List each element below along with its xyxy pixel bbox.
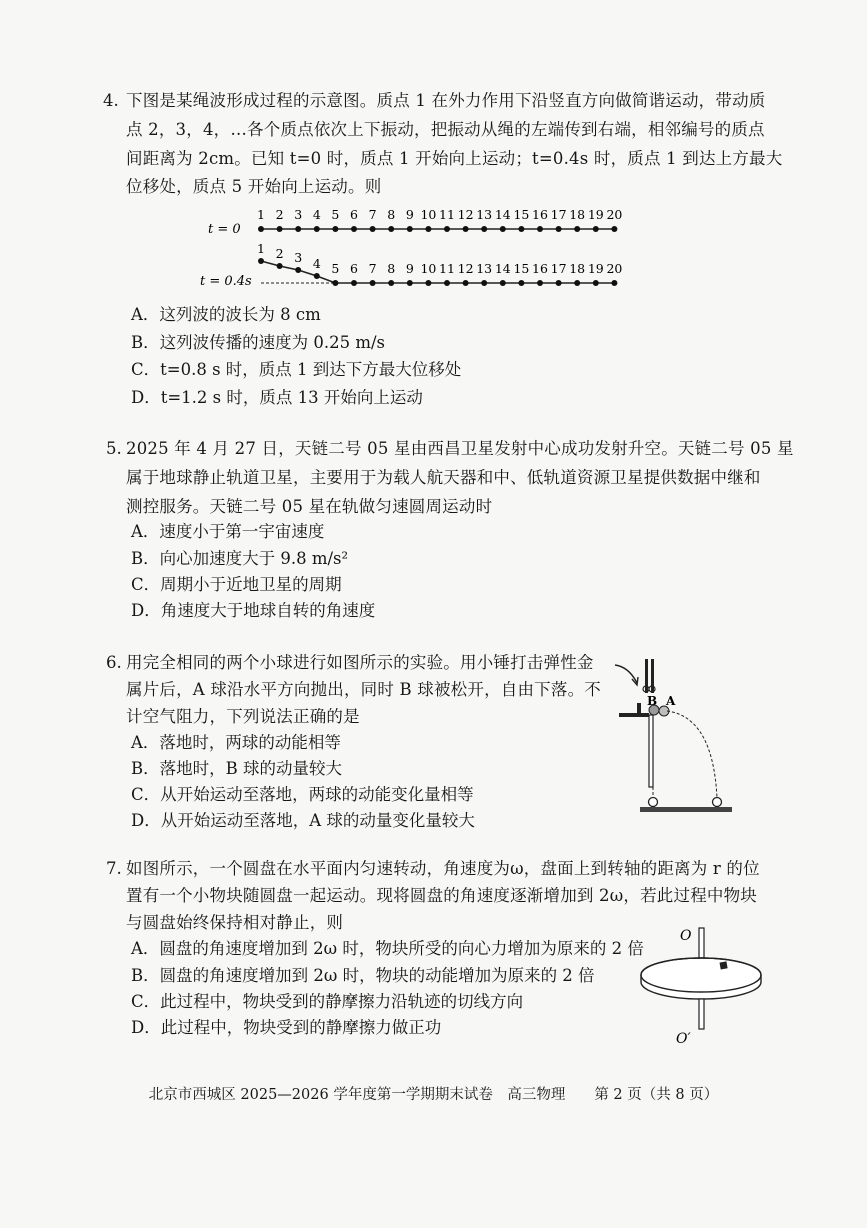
axis-bottom [699,999,704,1029]
particle-point [500,226,506,232]
particle-label: 13 [476,207,493,222]
particle-point [518,226,524,232]
particle-label: 8 [387,261,396,276]
question-text: 属于地球静止轨道卫星，主要用于为载人航天器和中、低轨道资源卫星提供数据中继和 [126,468,761,487]
particle-label: 18 [569,207,586,222]
question-number: 5. [106,439,122,458]
particle-label: 1 [257,241,265,256]
particle-point [332,226,338,232]
hammer-icon [645,659,648,693]
particle-label: 19 [587,207,604,222]
particle-point [388,226,394,232]
particle-label: 6 [350,207,358,222]
question-text: 属片后，A 球沿水平方向抛出，同时 B 球被松开，自由下落。不 [126,680,601,699]
option-d: D．t=1.2 s 时，质点 13 开始向上运动 [131,388,423,407]
particle-point [537,226,543,232]
question-text: 点 2，3，4，…各个质点依次上下振动，把振动从绳的左端传到右端，相邻编号的质点 [126,120,765,139]
particle-label: 18 [569,261,586,276]
option-a: A．落地时，两球的动能相等 [131,733,341,752]
parabolic-path [667,711,717,798]
option-a: A．速度小于第一宇宙速度 [131,522,325,541]
particle-label: 3 [294,250,303,265]
particle-label: 2 [275,246,284,261]
particle-point [258,258,264,264]
particle-point [277,226,283,232]
page-footer: 北京市西城区 2025—2026 学年度第一学期期末试卷 高三物理 第 2 页（共 8 页） [148,1087,719,1103]
particle-point [277,263,283,269]
option-b: B．这列波传播的速度为 0.25 m/s [131,333,386,352]
particle-label: 10 [420,261,437,276]
particle-label: 15 [513,261,530,276]
question-text: 位移处，质点 5 开始向上运动。则 [126,177,382,196]
label-a: A [666,694,676,708]
particle-label: 17 [550,261,567,276]
particle-label: 7 [368,207,377,222]
particle-point [593,280,599,286]
particle-point [537,280,543,286]
particle-point [500,280,506,286]
option-d: D．角速度大于地球自转的角速度 [131,601,376,620]
option-a: A．圆盘的角速度增加到 2ω 时，物块所受的向心力增加为原来的 2 倍 [131,939,644,958]
particle-point [463,280,469,286]
particle-label: 12 [457,207,474,222]
particle-point [518,280,524,286]
particle-label: 1 [257,207,265,222]
row-label-t04: t = 0.4s [200,274,252,289]
particle-label: 16 [532,207,548,222]
particle-label: 16 [532,261,548,276]
particle-label: 17 [550,207,567,222]
particle-point [388,280,394,286]
particle-label: 2 [275,207,284,222]
particle-label: 7 [368,261,377,276]
particle-label: 10 [420,207,437,222]
particle-point [611,280,617,286]
particle-point [258,226,264,232]
axis-top [699,928,704,958]
particle-label: 14 [494,207,511,222]
particle-label: 14 [494,261,511,276]
particle-point [481,226,487,232]
particle-point [370,226,376,232]
particle-label: 11 [439,207,455,222]
particle-label: 9 [405,207,414,222]
row-label-t0: t = 0 [208,222,241,237]
question-text: 置有一个小物块随圆盘一起运动。现将圆盘的角速度逐渐增加到 2ω，若此过程中物块 [126,886,757,905]
option-c: C．从开始运动至落地，两球的动能变化量相等 [131,785,474,804]
particle-label: 8 [387,207,396,222]
particle-point [425,280,431,286]
question-text: 下图是某绳波形成过程的示意图。质点 1 在外力作用下沿竖直方向做简谐运动，带动质 [126,91,766,110]
particle-label: 19 [587,261,604,276]
particle-label: 11 [439,261,455,276]
particle-point [463,226,469,232]
option-b: B．落地时，B 球的动量较大 [131,759,342,778]
label-b: B [647,694,658,708]
particle-label: 20 [606,261,623,276]
block [720,961,728,969]
axis-bottom-label: O′ [676,1031,691,1047]
particle-point [425,226,431,232]
particle-point [556,280,562,286]
option-d: D．从开始运动至落地，A 球的动量变化量较大 [131,811,475,830]
particle-point [574,280,580,286]
particle-point [611,226,617,232]
particle-point [574,226,580,232]
question-number: 6. [106,653,122,672]
particle-point [407,226,413,232]
particle-point [370,280,376,286]
particle-point [295,267,301,273]
particle-label: 4 [312,207,321,222]
particle-label: 6 [350,261,358,276]
option-c: C．此过程中，物块受到的静摩擦力沿轨迹的切线方向 [131,992,524,1011]
particle-label: 4 [312,256,321,271]
question-text: 用完全相同的两个小球进行如图所示的实验。用小锤打击弹性金 [126,653,594,672]
axis-top-label: O [680,928,692,944]
rotating-disk-figure [638,920,768,1060]
particle-point [295,226,301,232]
particle-point [444,280,450,286]
particle-label: 3 [294,207,303,222]
question-text: 测控服务。天链二号 05 星在轨做匀速圆周运动时 [126,497,493,516]
particle-label: 13 [476,261,493,276]
question-text: 与圆盘始终保持相对静止，则 [126,913,344,932]
particle-label: 5 [331,207,340,222]
particle-label: 5 [331,261,340,276]
particle-point [332,280,338,286]
particle-point [351,280,357,286]
particle-label: 15 [513,207,530,222]
particle-label: 20 [606,207,623,222]
particle-point [444,226,450,232]
particle-label: 12 [457,261,474,276]
particle-point [593,226,599,232]
question-text: 如图所示，一个圆盘在水平面内匀速转动，角速度为ω，盘面上到转轴的距离为 r 的位 [126,859,760,878]
particle-label: 9 [405,261,414,276]
projectile-experiment-figure [605,655,735,815]
rope-wave-figure [195,200,635,300]
particle-point [314,226,320,232]
option-d: D．此过程中，物块受到的静摩擦力做正功 [131,1018,442,1037]
particle-point [351,226,357,232]
option-c: C．周期小于近地卫星的周期 [131,575,342,594]
particle-point [556,226,562,232]
stand-bracket [619,713,649,717]
option-c: C．t=0.8 s 时，质点 1 到达下方最大位移处 [131,360,462,379]
ground [640,807,732,812]
particle-point [481,280,487,286]
option-a: A．这列波的波长为 8 cm [131,305,321,324]
question-text: 间距离为 2cm。已知 t=0 时，质点 1 开始向上运动；t=0.4s 时，质点 1 到达上方最大 [126,149,783,168]
option-b: B．向心加速度大于 9.8 m/s² [131,549,349,568]
question-text: 计空气阻力，下列说法正确的是 [126,707,360,726]
question-number: 4. [103,91,119,110]
particle-point [407,280,413,286]
particle-point [314,273,320,279]
question-number: 7. [106,859,122,878]
question-text: 2025 年 4 月 27 日，天链二号 05 星由西昌卫星发射中心成功发射升空。天链二号 05 星 [126,439,794,458]
option-b: B．圆盘的角速度增加到 2ω 时，物块的动能增加为原来的 2 倍 [131,966,595,985]
